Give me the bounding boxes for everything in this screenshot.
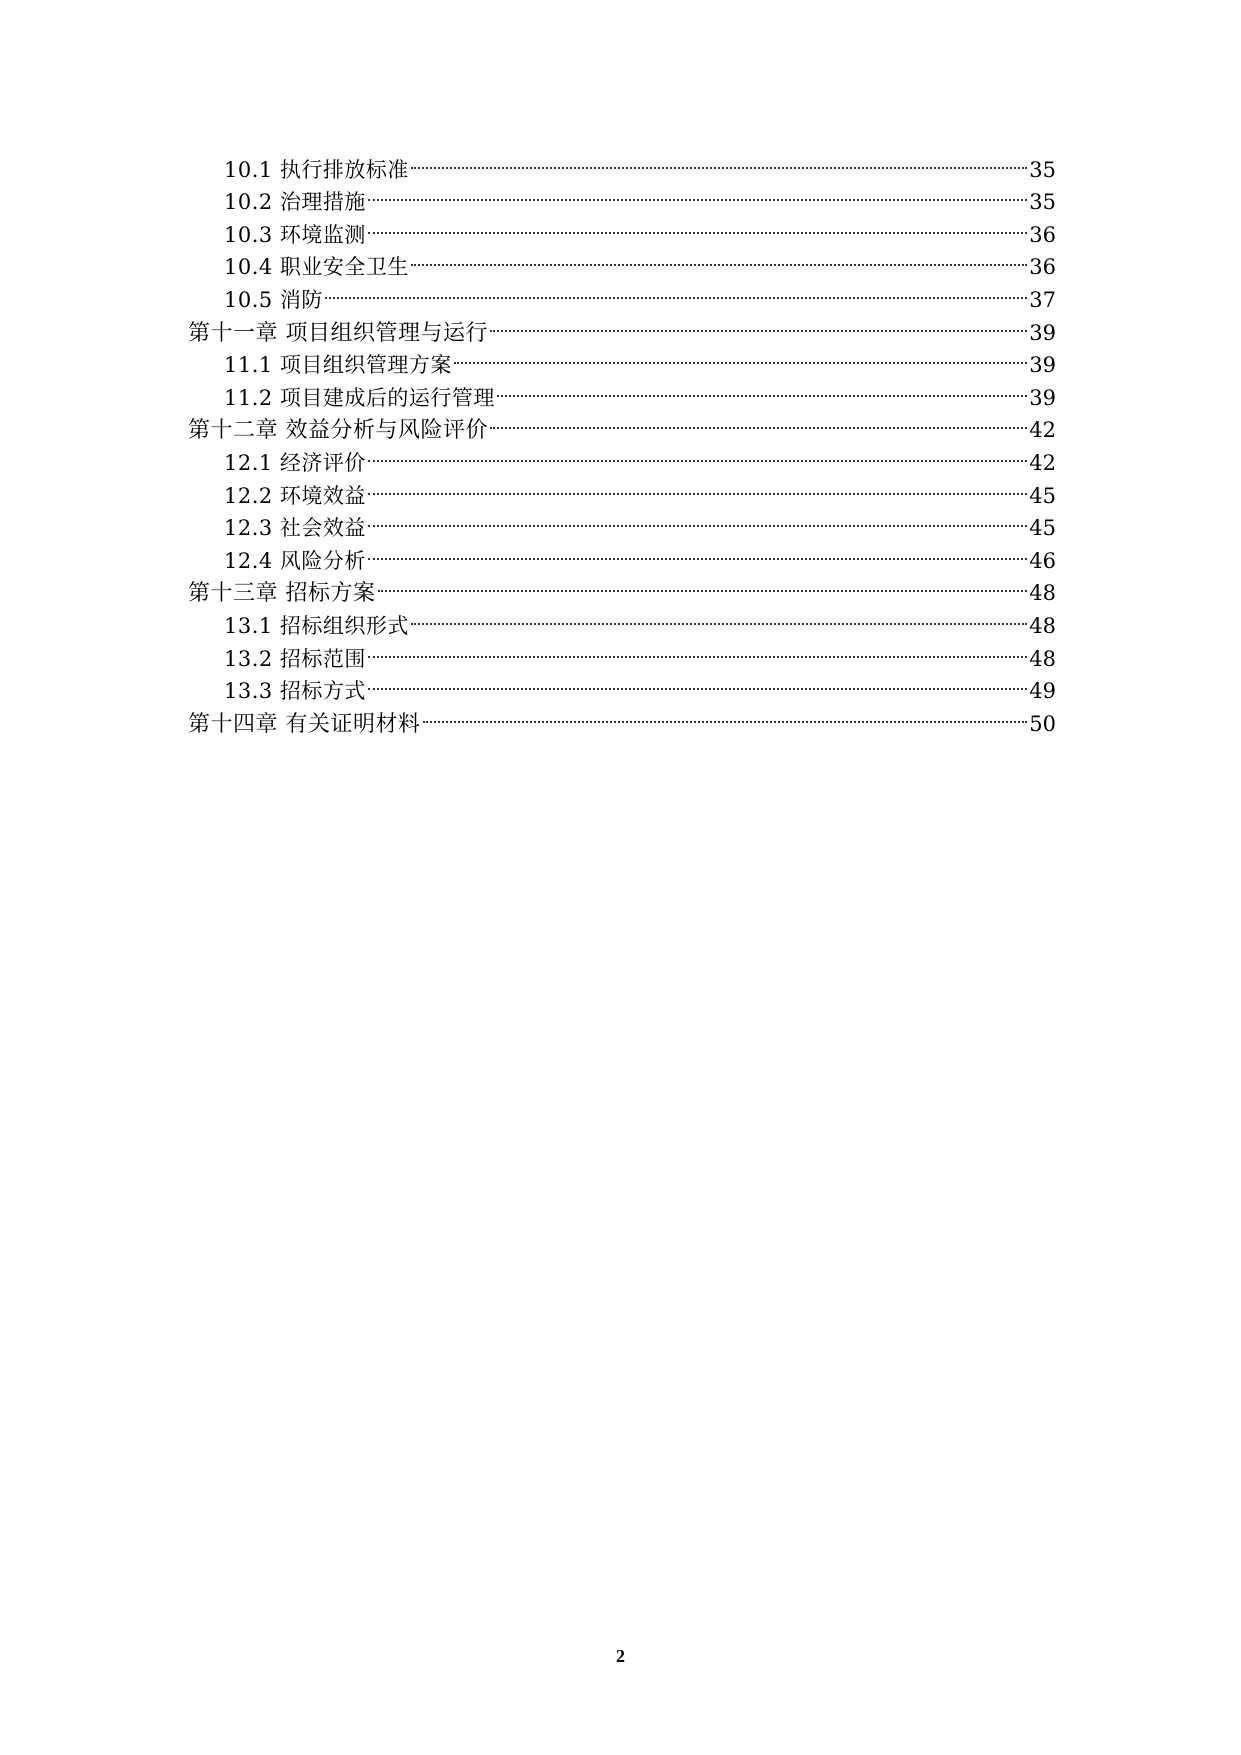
toc-entry-title: 13.2 招标范围	[224, 646, 366, 671]
toc-entry-page: 45	[1029, 516, 1056, 541]
toc-entry-page: 48	[1029, 613, 1056, 638]
dot-leader	[325, 274, 1027, 307]
toc-entry-title: 10.2 治理措施	[224, 190, 366, 215]
table-of-contents	[188, 144, 1056, 737]
dot-leader	[497, 372, 1027, 405]
toc-entry-title: 11.1 项目组织管理方案	[224, 353, 452, 378]
toc-entry-page: 37	[1029, 287, 1056, 312]
toc-entry-page: 45	[1029, 483, 1056, 508]
dot-leader	[411, 144, 1027, 177]
toc-entry-page: 36	[1029, 222, 1056, 247]
toc-entry-page: 35	[1029, 157, 1056, 182]
dot-leader	[454, 340, 1027, 373]
toc-entry-page: 36	[1029, 255, 1056, 280]
dot-leader	[423, 698, 1028, 731]
toc-entry-page: 50	[1029, 711, 1056, 736]
dot-leader	[411, 600, 1027, 633]
toc-entry[interactable]	[188, 144, 1056, 182]
toc-entry-page: 39	[1029, 385, 1056, 410]
toc-entry-page: 49	[1029, 679, 1056, 704]
dot-leader	[368, 503, 1027, 536]
toc-chapter-title: 第十一章 项目组织管理与运行	[188, 320, 488, 346]
toc-entry-page: 46	[1029, 548, 1056, 573]
toc-entry-page: 48	[1029, 581, 1056, 606]
toc-entry-title: 12.2 环境效益	[224, 483, 366, 508]
toc-entry-title: 10.3 环境监测	[224, 222, 366, 247]
toc-entry-page: 48	[1029, 646, 1056, 671]
dot-leader	[368, 437, 1027, 470]
toc-entry-title: 12.3 社会效益	[224, 516, 366, 541]
toc-entry-title: 13.1 招标组织形式	[224, 613, 409, 638]
toc-entry-page: 39	[1029, 353, 1056, 378]
toc-entry-page: 35	[1029, 190, 1056, 215]
toc-entry-title: 10.1 执行排放标准	[224, 157, 409, 182]
toc-chapter-title: 第十四章 有关证明材料	[188, 711, 421, 737]
toc-entry-title: 13.3 招标方式	[224, 679, 366, 704]
dot-leader	[368, 535, 1027, 568]
dot-leader	[368, 633, 1027, 666]
toc-entry-page: 39	[1029, 320, 1056, 345]
toc-entry-title: 12.1 经济评价	[224, 450, 366, 475]
toc-entry-title: 10.4 职业安全卫生	[224, 255, 409, 280]
dot-leader	[368, 177, 1027, 210]
toc-entry-page: 42	[1029, 450, 1056, 475]
dot-leader	[411, 242, 1027, 275]
toc-chapter-title: 第十二章 效益分析与风险评价	[188, 418, 488, 444]
toc-chapter-title: 第十三章 招标方案	[188, 581, 376, 607]
dot-leader	[490, 405, 1027, 438]
toc-entry-title: 11.2 项目建成后的运行管理	[224, 385, 495, 410]
toc-entry-title: 10.5 消防	[224, 287, 323, 312]
dot-leader	[368, 209, 1027, 242]
toc-entry-title: 12.4 风险分析	[224, 548, 366, 573]
toc-entry-page: 42	[1029, 418, 1056, 443]
dot-leader	[490, 307, 1027, 340]
dot-leader	[378, 568, 1028, 601]
dot-leader	[368, 470, 1027, 503]
page-number: 2	[616, 1646, 625, 1666]
dot-leader	[368, 666, 1027, 699]
